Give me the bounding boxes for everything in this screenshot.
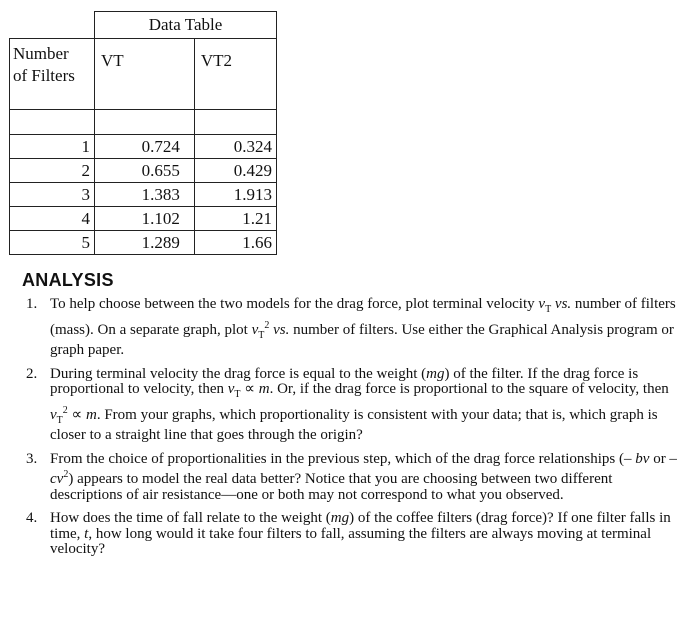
- cell-filters: 3: [10, 183, 95, 207]
- data-table-container: [9, 11, 277, 255]
- item-text: How does the time of fall relate to the weight (mg) of the coffee filters (drag force)? If one filter falls in time, t, how long would it take four filters to fall, assuming the filters are always moving at terminal velocity?: [50, 510, 671, 557]
- header-filters-line1: Number: [13, 44, 69, 63]
- item-number: 4.: [26, 510, 38, 526]
- data-table: [9, 11, 277, 255]
- gap-cell: [194, 110, 276, 135]
- cell-vt2: 0.429: [194, 159, 276, 183]
- header-filters-line2: of Filters: [13, 66, 75, 85]
- cell-filters: 5: [10, 231, 95, 255]
- analysis-section: [22, 270, 677, 566]
- cell-vt2: 1.21: [194, 207, 276, 231]
- header-vt: VT: [95, 39, 195, 110]
- table-corner: [10, 12, 95, 39]
- analysis-item: [22, 367, 677, 444]
- cell-vt2: 0.324: [194, 135, 276, 159]
- item-number: 2.: [26, 365, 38, 382]
- item-number: 3.: [26, 450, 38, 467]
- cell-vt2: 1.66: [194, 231, 276, 255]
- gap-cell: [10, 110, 95, 135]
- table-row: [10, 183, 277, 207]
- cell-vt: 1.102: [95, 207, 195, 231]
- table-row: [10, 231, 277, 255]
- analysis-item: [22, 452, 677, 504]
- cell-filters: 4: [10, 207, 95, 231]
- item-text: From the choice of proportionalities in the previous step, which of the drag force relationships (– bv or – $cv^2$) appears to model the real data better? Notice that you are choosing between two different descriptions of air resistance—one or both may not correspond to what you observed.: [50, 450, 677, 503]
- cell-vt2: 1.913: [194, 183, 276, 207]
- cell-filters: 2: [10, 159, 95, 183]
- analysis-item: [22, 297, 677, 359]
- table-row: [10, 159, 277, 183]
- cell-filters: 1: [10, 135, 95, 159]
- header-vt2: VT2: [194, 39, 276, 110]
- cell-vt: 0.655: [95, 159, 195, 183]
- table-row: [10, 135, 277, 159]
- gap-cell: [95, 110, 195, 135]
- cell-vt: 1.289: [95, 231, 195, 255]
- header-number-of-filters: [10, 39, 95, 110]
- item-text: To help choose between the two models for the drag force, plot terminal velocity $v_T$ vs. number of filters (mass). On a separate graph, plot $v_T^2$ vs. number of filters. Use either the Graphical Analysis program or graph paper.: [50, 296, 676, 358]
- cell-vt: 0.724: [95, 135, 195, 159]
- cell-vt: 1.383: [95, 183, 195, 207]
- analysis-heading: ANALYSIS: [22, 270, 114, 290]
- item-text: During terminal velocity the drag force is equal to the weight (mg) of the filter. If the drag force is proportional to velocity, then $v_T \propto m$. Or, if the drag force is proportional to the square of velocity, then $v_T^2 \propto m$. From your graphs, which proportionality is consistent with your data; that is, which graph is closer to a straight line that goes through the origin?: [50, 365, 669, 443]
- table-title: Data Table: [95, 12, 277, 39]
- item-number: 1.: [26, 296, 38, 312]
- analysis-item: [22, 511, 677, 558]
- table-row: [10, 207, 277, 231]
